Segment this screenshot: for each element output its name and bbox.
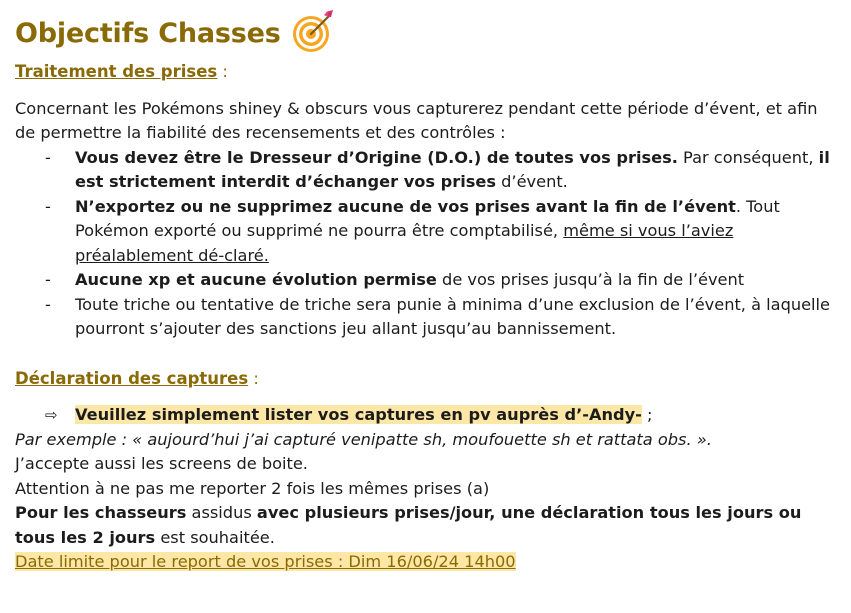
example-label: Par exemple : — [15, 429, 128, 449]
rule-text: Toute triche ou tentative de triche sera punie à minima d’une exclusion de l’évent, à laquelle pourront s’ajouter des sanctions jeu allant jusqu’au bannissement. — [75, 294, 831, 338]
deadline-line — [15, 550, 833, 575]
screens-line: J’accepte aussi les screens de boite. — [15, 454, 308, 473]
deadline-text: Date limite pour le report de vos prises : Dim 16/06/24 14h00 — [15, 552, 516, 571]
list-item — [15, 293, 833, 342]
dash-bullet: - — [45, 147, 51, 167]
hunters-bold: avec plusieurs prises/jour, une déclaration tous les jours ou tous les 2 jours — [15, 503, 802, 547]
rule-text: de vos prises jusqu’à la fin de l’évent — [436, 270, 745, 289]
example-text: « aujourd’hui j’ai capturé venipatte sh, moufouette sh et rattata obs. ». — [127, 429, 712, 449]
hunters-text: est souhaitée. — [155, 527, 275, 547]
attention-line: Attention à ne pas me reporter 2 fois les mêmes prises (a) — [15, 478, 490, 498]
section-title-colon: : — [217, 62, 228, 81]
title-text: Objectifs Chasses — [15, 18, 281, 49]
hunters-bold: Pour les chasseurs — [15, 503, 187, 522]
section-title-colon: : — [248, 368, 259, 388]
rule-bold: Aucune xp et aucune évolution permise — [75, 270, 437, 289]
rule-underline: même si vous l’aviez préalablement dé-claré. — [75, 221, 734, 265]
rule-bold: N’exportez ou ne supprimez aucune de vos prises avant la fin de l’évent — [75, 196, 736, 216]
target-icon — [291, 8, 337, 54]
highlighted-instruction: Veuillez simplement lister vos captures en pv auprès d’-Andy- — [75, 405, 642, 424]
rule-text: . Tout Pokémon exporté ou supprimé ne pourra être comptabilisé, — [75, 196, 780, 240]
section-heading-treatment — [15, 60, 833, 85]
hunters-text: assidus — [186, 503, 257, 522]
document-page — [15, 14, 833, 575]
rule-text: d’évent. — [496, 172, 568, 191]
list-item — [15, 195, 833, 269]
dash-bullet: - — [45, 196, 51, 216]
section-title-declaration: Déclaration des captures — [15, 368, 249, 388]
rule-bold: il est strictement interdit d’échanger vos prises — [75, 147, 830, 191]
list-item — [15, 146, 833, 195]
arrow-right-icon: ⇨ — [45, 406, 58, 424]
hunters-paragraph — [15, 501, 833, 550]
rule-text: Par conséquent, — [677, 147, 819, 167]
rules-list — [15, 146, 833, 342]
example-line — [15, 428, 833, 453]
instruction-line — [15, 403, 833, 428]
dash-bullet: - — [45, 294, 51, 314]
page-title — [15, 14, 833, 54]
intro-paragraph: Concernant les Pokémons shiney & obscurs vous capturerez pendant cette période d’évent, et afin de permettre la fiabilité des recensements et des contrôles : — [15, 98, 818, 142]
rule-bold: Vous devez être le Dresseur d’Origine (D.O.) de toutes vos prises. — [75, 147, 678, 167]
section-heading-declaration — [15, 367, 833, 392]
instruction-suffix: ; — [641, 405, 653, 424]
dash-bullet: - — [45, 270, 51, 289]
list-item — [15, 268, 833, 293]
section-title-treatment: Traitement des prises — [15, 62, 218, 81]
